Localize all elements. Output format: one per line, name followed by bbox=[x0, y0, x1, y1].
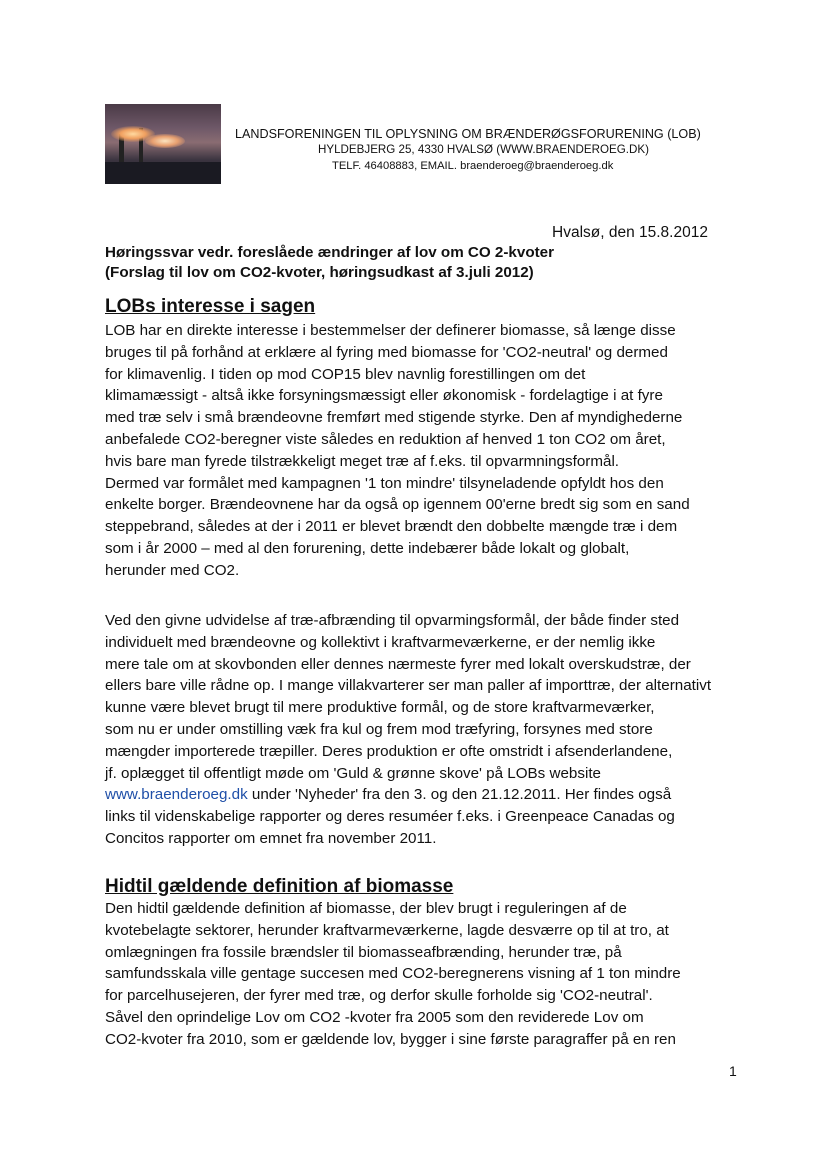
subject-block bbox=[105, 243, 554, 283]
subject-line: Høringssvar vedr. foreslåede ændringer af lov om CO 2-kvoter bbox=[105, 244, 555, 261]
text-line: med træ selv i små brændeovne fremført med stigende styrke. Den af myndighederne bbox=[105, 409, 683, 427]
text-line: som i år 2000 – med al den forurening, dette indebærer både lokalt og globalt, bbox=[105, 539, 630, 557]
paragraph bbox=[105, 898, 681, 1051]
text-line: Concitos rapporter om emnet fra november 2011. bbox=[105, 829, 437, 847]
text-line: Ved den givne udvidelse af træ-afbrænding til opvarmingsformål, der både finder sted bbox=[105, 612, 680, 629]
text-line: LOB har en direkte interesse i bestemmelser der definerer biomasse, så længe disse bbox=[105, 322, 676, 339]
text-line: enkelte borger. Brændeovnene har da også op igennem 00'erne bredt sig som en sand bbox=[105, 496, 690, 514]
text-line: hvis bare man fyrede tilstrækkeligt meget træ af f.eks. til opvarmningsformål. bbox=[105, 452, 620, 470]
organization-name: LANDSFORENINGEN TIL OPLYSNING OM BRÆNDERØGSFORURENING (LOB) bbox=[235, 127, 701, 141]
text-line: for parcelhusejeren, der fyrer med træ, og derfor skulle forholde sig 'CO2-neutral'. bbox=[105, 987, 653, 1005]
text-line: Såvel den oprindelige Lov om CO2 -kvoter fra 2005 som den reviderede Lov om bbox=[105, 1008, 644, 1026]
text-line: som nu er under omstilling væk fra kul og frem mod træfyring, forsynes med store bbox=[105, 720, 653, 738]
subject-line: (Forslag til lov om CO2-kvoter, høringsudkast af 3.juli 2012) bbox=[105, 264, 534, 281]
text-line: for klimavenlig. I tiden op mod COP15 blev navnlig forestillingen om det bbox=[105, 365, 586, 383]
logo-photo bbox=[105, 104, 221, 184]
text-line: jf. oplægget til offentligt møde om 'Guld & grønne skove' på LOBs website bbox=[105, 764, 601, 782]
page-number: 1 bbox=[729, 1063, 737, 1079]
text-line: links til videnskabelige rapporter og deres resuméer f.eks. i Greenpeace Canadas og bbox=[105, 808, 675, 826]
text-line: kvotebelagte sektorer, herunder kraftvarmeværkerne, lagde desværre op til at tro, at bbox=[105, 921, 669, 939]
text-line: mere tale om at skovbonden eller dennes nærmeste fyrer med lokalt overskudstræ, der bbox=[105, 655, 691, 673]
place-and-date: Hvalsø, den 15.8.2012 bbox=[552, 224, 708, 241]
section-heading: LOBs interesse i sagen bbox=[105, 296, 316, 317]
text-line: bruges til på forhånd at erklære al fyring med biomasse for 'CO2-neutral' og dermed bbox=[105, 343, 668, 361]
text-line: individuelt med brændeovne og kollektivt i kraftvarmeværkerne, er der nemlig ikke bbox=[105, 633, 656, 651]
paragraph bbox=[105, 610, 711, 850]
text-line bbox=[105, 784, 711, 806]
text-line: anbefalede CO2-beregner viste således en reduktion af henved 1 ton CO2 om året, bbox=[105, 430, 666, 448]
organization-address: HYLDEBJERG 25, 4330 HVALSØ (WWW.BRAENDEROEG.DK) bbox=[318, 143, 649, 156]
paragraph bbox=[105, 320, 690, 582]
section-heading: Hidtil gældende definition af biomasse bbox=[105, 876, 454, 897]
text-line: mængder importerede træpiller. Deres produktion er ofte omstridt i afsenderlandene, bbox=[105, 742, 673, 760]
website-link[interactable]: www.braenderoeg.dk bbox=[105, 786, 248, 804]
text-line: CO2-kvoter fra 2010, som er gældende lov, bygger i sine første paragraffer på en ren bbox=[105, 1030, 676, 1048]
text-line: omlægningen fra fossile brændsler til biomasseafbrænding, herunder træ, på bbox=[105, 943, 622, 961]
text-line: ellers bare ville rådne op. I mange villakvarterer ser man paller af importtræ, der alternativt bbox=[105, 677, 712, 695]
text-line: Dermed var formålet med kampagnen '1 ton mindre' tilsyneladende opfyldt hos den bbox=[105, 474, 664, 492]
text-line-rest: under 'Nyheder' fra den 3. og den 21.12.2011. Her findes også bbox=[247, 786, 672, 804]
text-line: steppebrand, således at der i 2011 er blevet brændt den dobbelte mængde træ i dem bbox=[105, 518, 678, 536]
text-line: klimamæssigt - altså ikke forsyningsmæssigt eller økonomisk - fordelagtige i at fyre bbox=[105, 387, 663, 405]
text-line: kunne være blevet brugt til mere produktive formål, og de store kraftvarmeværker, bbox=[105, 699, 655, 717]
letterhead bbox=[235, 126, 735, 174]
text-line: samfundsskala ville gentage succesen med CO2-beregnerens visning af 1 ton mindre bbox=[105, 965, 681, 983]
organization-contact: TELF. 46408883, EMAIL. braenderoeg@braenderoeg.dk bbox=[332, 160, 614, 172]
text-line: herunder med CO2. bbox=[105, 561, 240, 579]
text-line: Den hidtil gældende definition af biomasse, der blev brugt i reguleringen af de bbox=[105, 900, 627, 917]
